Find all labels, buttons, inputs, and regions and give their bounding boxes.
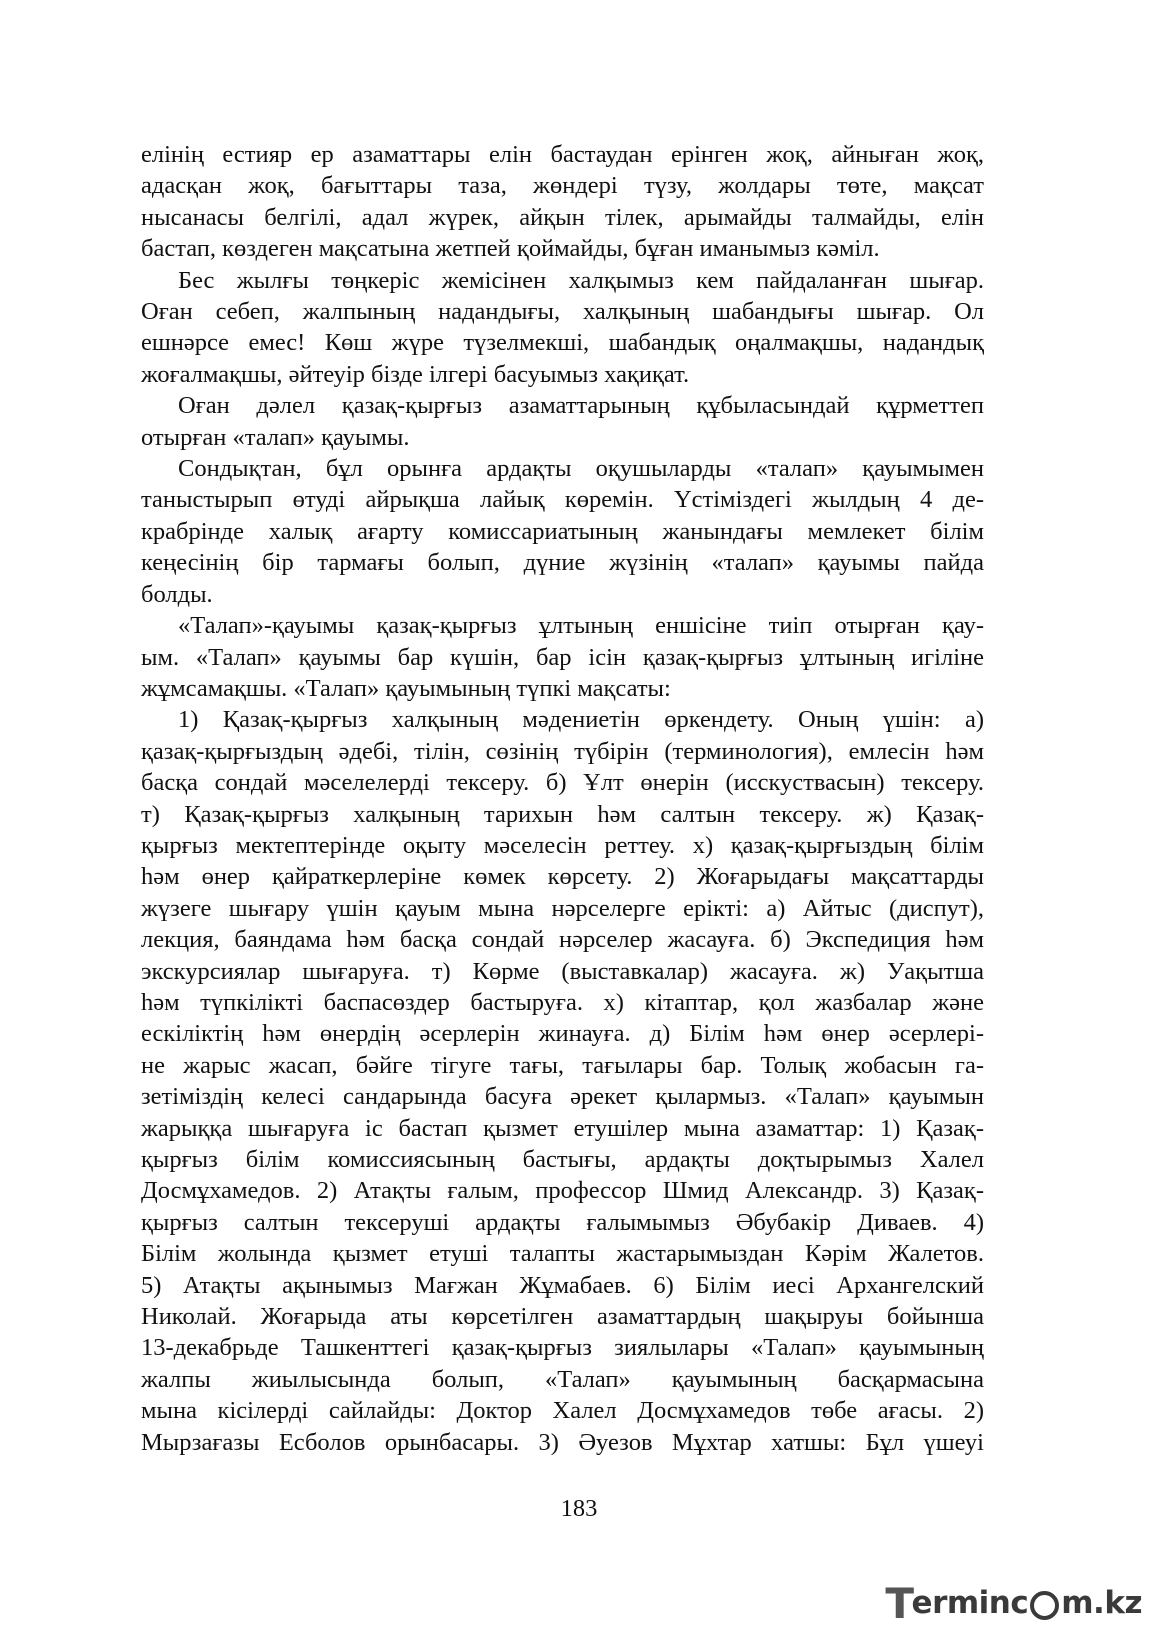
text-line: Сондықтан, бұл орынға ардақты оқушыларды «талап» қауымымен bbox=[178, 455, 984, 483]
text-line: жүзеге шығару үшін қауым мына нәрселерге ерікті: а) Айтыс (диспут), bbox=[141, 894, 984, 922]
text-line: ескіліктің һәм өнердің әсерлерін жинауға. д) Білім һәм өнер әсерлері- bbox=[141, 1020, 984, 1048]
text-line: Бес жылғы төңкеріс жемісінен халқымыз кем пайдаланған шығар. bbox=[178, 266, 984, 294]
text-line: болды. bbox=[141, 580, 213, 608]
text-line: «Талап»-қауымы қазақ-қырғыз ұлтының еншісіне тиіп отырған қау- bbox=[178, 612, 984, 640]
text-line: адасқан жоқ, бағыттары таза, жөндері түзу, жолдары төте, мақсат bbox=[141, 172, 984, 200]
text-line: таныстырып өтуді айрықша лайық көремін. Үстіміздегі жылдың 4 де- bbox=[141, 486, 984, 514]
text-line: ешнәрсе емес! Көш жүре түзелмекші, шабандық оңалмақшы, надандық bbox=[141, 329, 984, 357]
text-line: отырған «талап» қауымы. bbox=[141, 423, 410, 451]
text-line: һәм өнер қайраткерлеріне көмек көрсету. 2) Жоғарыдағы мақсаттарды bbox=[141, 863, 984, 891]
text-line: һәм түпкілікті баспасөздер бастыруға. х) кітаптар, қол жазбалар және bbox=[141, 988, 984, 1016]
text-line: Досмұхамедов. 2) Атақты ғалым, профессор Шмид Александр. 3) Қазақ- bbox=[141, 1177, 984, 1205]
text-line: зетіміздің келесі сандарында басуға әрекет қылармыз. «Талап» қауымын bbox=[141, 1083, 984, 1111]
watermark-letter-t: T bbox=[885, 1578, 914, 1628]
text-line: жалпы жиылысында болып, «Талап» қауымының басқармасына bbox=[141, 1365, 984, 1393]
text-line: Оған себеп, жалпының надандығы, халқының шабандығы шығар. Ол bbox=[141, 298, 984, 326]
text-line: лекция, баяндама һәм басқа сондай нәрселер жасауға. б) Экспедиция һәм bbox=[141, 926, 984, 954]
text-line: т) Қазақ-қырғыз халқының тарихын һәм салтын тексеру. ж) Қазақ- bbox=[141, 800, 984, 828]
text-line: Николай. Жоғарыда аты көрсетілген азаматтардың шақыруы бойынша bbox=[141, 1303, 984, 1331]
text-line: қырғыз мектептерінде оқыту мәселесін реттеу. х) қазақ-қырғыздың білім bbox=[141, 831, 984, 859]
watermark-text-mkz: m.kz bbox=[1061, 1585, 1142, 1621]
text-line: нысанасы белгілі, адал жүрек, айқын тілек, арымайды талмайды, елін bbox=[141, 203, 984, 231]
text-line: ым. «Талап» қауымы бар күшін, бар ісін қазақ-қырғыз ұлтының игіліне bbox=[141, 643, 984, 671]
text-line: бастап, көздеген мақсатына жетпей қоймайды, бұған иманымыз кәміл. bbox=[141, 235, 880, 263]
text-line: жұмсамақшы. «Талап» қауымының түпкі мақсаты: bbox=[141, 674, 671, 702]
text-line: басқа сондай мәселелерді тексеру. б) Ұлт өнерін (исскуствасын) тексеру. bbox=[141, 769, 984, 797]
watermark-text-ermin: ermin bbox=[911, 1585, 1011, 1621]
text-line: жарыққа шығаруға іс бастап қызмет етушілер мына азаматтар: 1) Қазақ- bbox=[141, 1114, 984, 1142]
text-line: жоғалмақшы, әйтеуір бізде ілгері басуымыз хақиқат. bbox=[141, 360, 690, 388]
watermark-ring-icon bbox=[1030, 1591, 1059, 1620]
body-text bbox=[141, 139, 984, 1458]
text-line: кеңесінің бір тармағы болып, дүние жүзінің «талап» қауымы пайда bbox=[141, 549, 984, 577]
text-line: 13-декабрьде Ташкенттегі қазақ-қырғыз зиялылары «Талап» қауымының bbox=[141, 1334, 984, 1362]
text-line: 5) Атақты ақынымыз Мағжан Жұмабаев. 6) Білім иесі Архангелский bbox=[141, 1271, 984, 1299]
text-line: не жарыс жасап, бәйге тігуге тағы, тағылары бар. Толық жобасын га- bbox=[141, 1051, 984, 1079]
text-line: Оған дәлел қазақ-қырғыз азаматтарының құбыласындай құрметтеп bbox=[178, 392, 984, 420]
text-line: қазақ-қырғыздың әдебі, тілін, сөзінің түбірін (терминология), емлесін һәм bbox=[141, 737, 984, 765]
text-line: экскурсиялар шығаруға. т) Көрме (выставкалар) жасауға. ж) Уақытша bbox=[141, 957, 984, 985]
watermark-text-c: c bbox=[1010, 1585, 1029, 1621]
page-number: 183 bbox=[560, 1495, 598, 1522]
text-line: Білім жолында қызмет етуші талапты жастарымыздан Кәрім Жалетов. bbox=[141, 1240, 984, 1268]
text-line: елінің естияр ер азаматтары елін бастаудан ерінген жоқ, айныған жоқ, bbox=[141, 141, 984, 168]
text-line: 1) Қазақ-қырғыз халқының мәдениетін өркендету. Оның үшін: а) bbox=[178, 706, 984, 734]
text-line: крабрінде халық ағарту комиссариатының жанындағы мемлекет білім bbox=[141, 517, 984, 545]
text-line: қырғыз білім комиссиясының бастығы, ардақты доқтырымыз Халел bbox=[141, 1146, 984, 1173]
text-line: Мырзағазы Есболов орынбасары. 3) Әуезов Мұхтар хатшы: Бұл үшеуі bbox=[141, 1428, 984, 1456]
termincom-watermark-logo bbox=[885, 1579, 1142, 1627]
text-line: қырғыз салтын тексеруші ардақты ғалымымыз Әбубакір Диваев. 4) bbox=[141, 1208, 984, 1236]
text-line: мына кісілерді сайлайды: Доктор Халел Досмұхамедов төбе ағасы. 2) bbox=[141, 1397, 984, 1425]
